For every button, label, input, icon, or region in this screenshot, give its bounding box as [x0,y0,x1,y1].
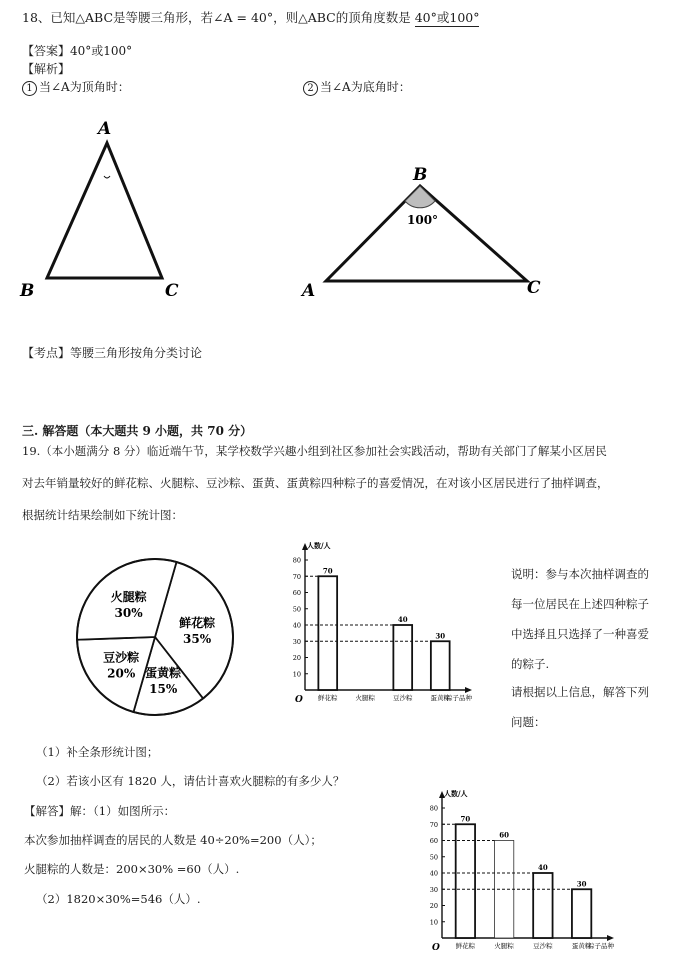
q18-kaodian: 【考点】等腰三角形按角分类讨论 [22,346,203,360]
bar-value-label: 30 [435,631,446,641]
bar-y-tick-label: 70 [429,820,438,829]
pie-slice-percent: 15% [149,682,178,697]
q19-line1: 19.（本小题满分 8 分）临近端午节，某学校数学兴趣小组到社区参加社会实践活动，帮助有关部门了解某小区居民 [22,444,607,458]
case1-text: 当∠A为顶角时： [39,80,130,94]
bar-1 [456,824,475,938]
bar-category-label: 鲜花粽 [455,942,476,950]
bar-origin-label: O [432,943,440,953]
q18-analysis-label: 【解析】 [22,62,71,76]
q19-sol4: （2）1820×30%=546（人）. [36,892,201,906]
bar-category-label: 豆沙粽 [393,694,413,702]
bar-3 [533,873,552,938]
pie-slice-label: 蛋黄粽 [145,666,182,681]
q19-note-1: 说明：参与本次抽样调查的 [511,567,649,581]
fig1-label-c: C [165,281,179,301]
bar-category-label: 蛋黄粽 [571,942,592,950]
bar-4 [431,641,450,690]
q18-answer-blank: 40°或100° [414,10,480,25]
bar-y-tick-label: 10 [292,670,301,679]
bar-value-label: 60 [499,830,509,840]
bar-category-label: 蛋黄粽 [430,694,450,702]
bar-y-tick-label: 60 [429,837,438,845]
q19-sub1: （1）补全条形统计图； [36,745,159,759]
bar-value-label: 40 [397,615,408,624]
section3-heading: 三. 解答题（本大题共 9 小题，共 70 分） [22,424,253,438]
fig2-label-b: B [413,165,428,185]
bar-y-tick-label: 80 [429,804,438,813]
bar-1 [318,576,337,690]
fig2-label-c: C [527,278,541,298]
bar-y-tick-label: 40 [292,621,301,630]
q19-sol2: 本次参加抽样调查的居民的人数是 40÷20%=200（人）； [24,833,322,847]
bar-category-label: 豆沙粽 [533,942,553,950]
bar-y-tick-label: 40 [429,869,438,878]
bar-value-label: 40 [538,863,548,872]
q19-note-4: 的粽子. [511,657,550,671]
bar-value-label: 70 [460,814,471,824]
bar-chart-1 [285,542,485,712]
bar-y-tick-label: 10 [429,918,438,927]
fig1-label-b: B [20,281,35,301]
bar-y-tick-label: 60 [292,589,301,597]
bar-y-tick-label: 70 [292,572,301,581]
fig2-angle-label: 100° [407,213,439,227]
triangle-1 [19,119,179,301]
q19-note-2: 每一位居民在上述四种粽子 [511,597,649,611]
q18-text: 18、已知△ABC是等腰三角形，若∠A = 40°，则△ABC的顶角度数是 [22,10,411,25]
q19-sol3: 火腿粽的人数是：200×30% =60（人）. [24,862,240,876]
pie-slice-label: 火腿粽 [110,590,147,605]
bar-y-tick-label: 80 [292,556,301,565]
fig2-label-a: A [302,281,316,301]
bar-category-label: 火腿粽 [355,694,375,702]
bar-y-axis-label: 人数/人 [307,542,331,550]
bar-value-label: 70 [322,566,333,576]
q19-note-5: 请根据以上信息，解答下列 [511,685,649,699]
bar-y-tick-label: 20 [429,902,438,910]
case2-number: 2 [303,81,318,96]
q19-line3: 根据统计结果绘制如下统计图： [22,508,183,522]
q19-note-6: 问题： [511,715,546,729]
q19-sol1: 【解答】解：（1）如图所示： [24,804,176,818]
pie-slice-label: 豆沙粽 [103,650,140,665]
pie-slice-percent: 30% [114,606,143,621]
case2-text: 当∠A为底角时： [320,80,411,94]
q19-sub2: （2）若该小区有 1820 人，请估计喜欢火腿粽的有多少人？ [36,774,345,788]
bar-y-tick-label: 30 [429,885,438,894]
bar-origin-label: O [295,695,303,705]
pie-slice-label: 鲜花粽 [179,615,216,630]
pie-chart [70,552,240,722]
bar-category-label: 鲜花粽 [318,694,338,702]
bar-x-axis-label: 粽子品种 [588,942,614,950]
fig1-label-a: A [98,119,112,139]
bar-y-tick-label: 30 [292,637,301,646]
case1-number: 1 [22,81,37,96]
bar-x-axis-label: 粽子品种 [446,694,472,702]
bar-y-tick-label: 20 [292,654,301,662]
q18-answer: 【答案】40°或100° [22,44,133,58]
pie-slice-percent: 35% [183,631,212,646]
bar-4 [572,889,591,938]
q19-note-3: 中选择且只选择了一种喜爱 [511,627,649,641]
bar-value-label: 30 [576,879,587,889]
bar-category-label: 火腿粽 [494,942,514,950]
bar-y-tick-label: 50 [429,853,438,862]
bar-y-axis-label: 人数/人 [444,790,468,798]
triangle-2 [300,165,541,301]
pie-slice-percent: 20% [107,666,136,681]
bar-3 [393,625,412,690]
q19-line2: 对去年销量较好的鲜花粽、火腿粽、豆沙粽、蛋黄、蛋黄粽四种粽子的喜爱情况，在对该小区居民进行了抽样调查， [22,476,609,490]
bar-chart-2 [420,790,630,960]
bar-y-tick-label: 50 [292,605,301,614]
